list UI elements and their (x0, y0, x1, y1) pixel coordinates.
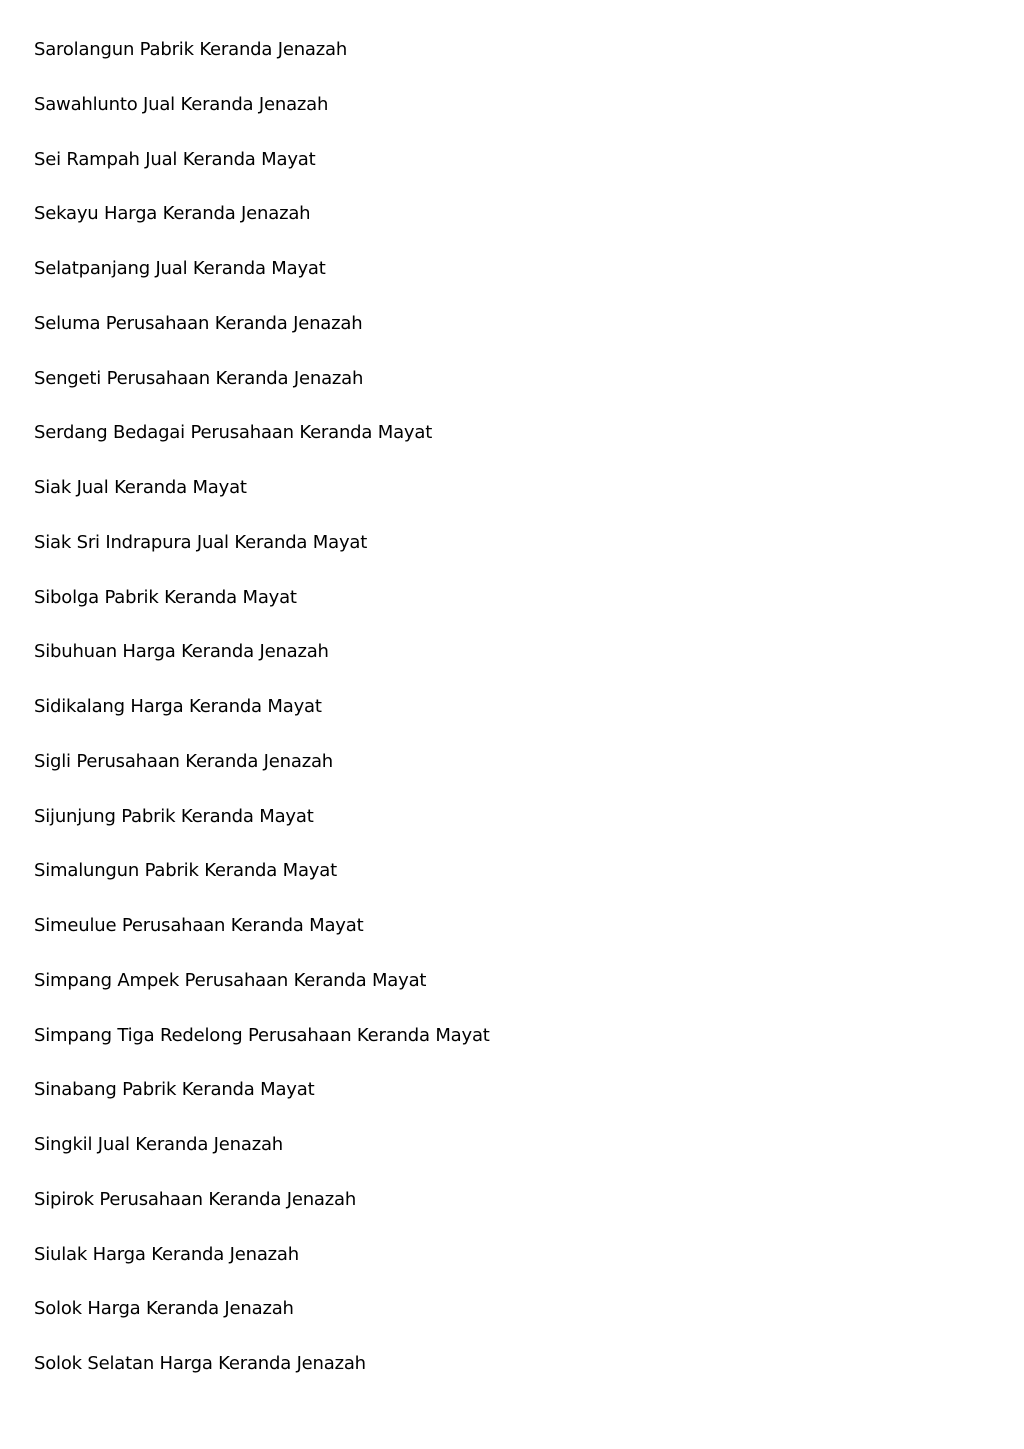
list-item: Sidikalang Harga Keranda Mayat (34, 696, 322, 717)
list-item: Sibuhuan Harga Keranda Jenazah (34, 641, 329, 663)
list-item: Sinabang Pabrik Keranda Mayat (34, 1079, 315, 1101)
list-item: Singkil Jual Keranda Jenazah (34, 1134, 283, 1155)
list-item: Siulak Harga Keranda Jenazah (34, 1243, 299, 1265)
list-item: Solok Selatan Harga Keranda Jenazah (34, 1353, 366, 1374)
list-item: Serdang Bedagai Perusahaan Keranda Mayat (34, 422, 433, 444)
list-item: Selatpanjang Jual Keranda Mayat (34, 258, 326, 279)
list-item: Siak Jual Keranda Mayat (34, 477, 247, 498)
list-item: Sigli Perusahaan Keranda Jenazah (34, 750, 333, 772)
list-item: Simpang Ampek Perusahaan Keranda Mayat (34, 969, 427, 991)
list-item: Simpang Tiga Redelong Perusahaan Keranda Mayat (34, 1024, 490, 1046)
list-item: Siak Sri Indrapura Jual Keranda Mayat (34, 531, 368, 553)
keyword-list (34, 37, 490, 1406)
list-item: Sengeti Perusahaan Keranda Jenazah (34, 367, 364, 389)
list-item: Sawahlunto Jual Keranda Jenazah (34, 93, 329, 115)
list-item: Sipirok Perusahaan Keranda Jenazah (34, 1188, 357, 1210)
list-item: Sei Rampah Jual Keranda Mayat (34, 148, 316, 170)
list-item: Sibolga Pabrik Keranda Mayat (34, 586, 297, 608)
list-item: Solok Harga Keranda Jenazah (34, 1298, 294, 1320)
list-item: Simeulue Perusahaan Keranda Mayat (34, 915, 364, 936)
list-item: Simalungun Pabrik Keranda Mayat (34, 860, 337, 882)
list-item: Sarolangun Pabrik Keranda Jenazah (34, 39, 348, 60)
list-item: Seluma Perusahaan Keranda Jenazah (34, 312, 363, 334)
list-item: Sekayu Harga Keranda Jenazah (34, 203, 311, 225)
list-item: Sijunjung Pabrik Keranda Mayat (34, 805, 314, 827)
